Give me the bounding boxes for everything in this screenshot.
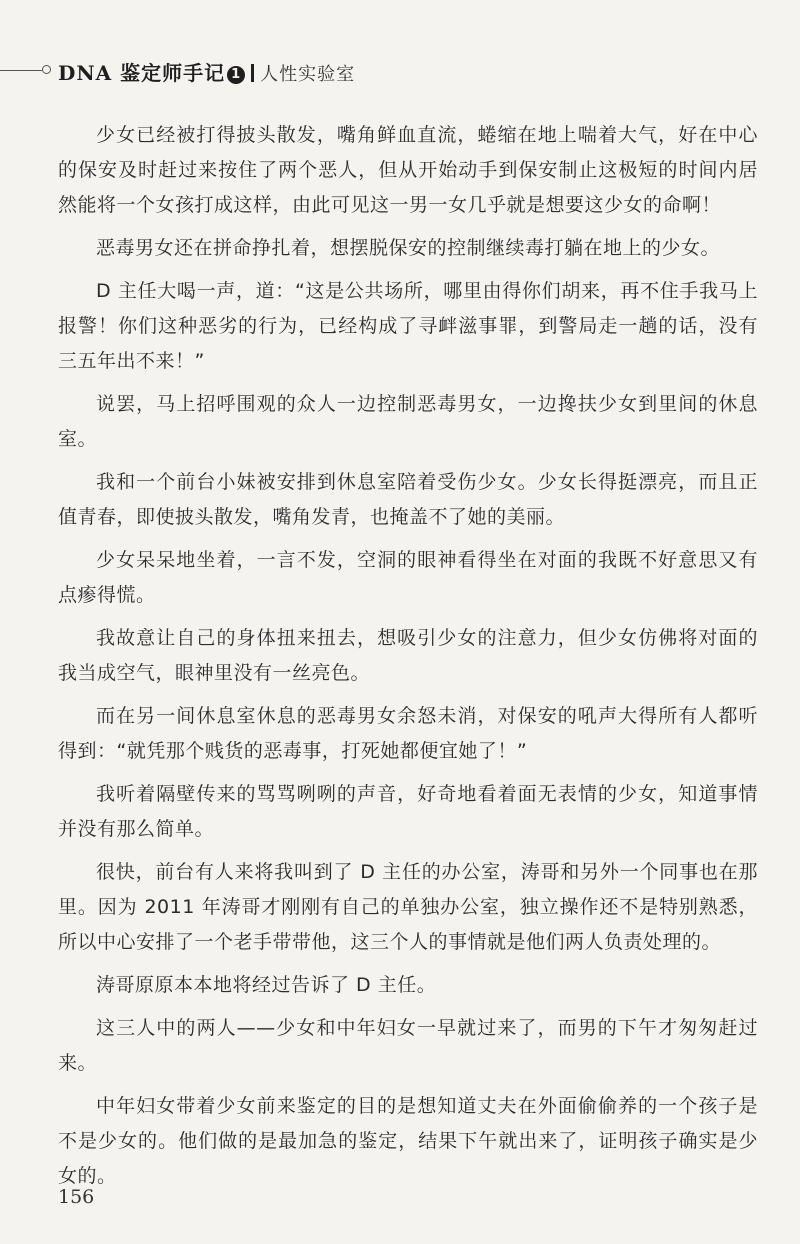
paragraph-10: 很快，前台有人来将我叫到了 D 主任的办公室，涛哥和另外一个同事也在那里。因为 2011 年涛哥才刚刚有自己的单独办公室，独立操作还不是特别熟悉，所以中心安排了一个老手带带他，这三个人的事情就是他们两人负责处理的。 (58, 861, 758, 953)
paragraph-4: 说罢，马上招呼围观的众人一边控制恶毒男女，一边搀扶少女到里间的休息室。 (58, 393, 758, 450)
paragraph-9: 我听着隔壁传来的骂骂咧咧的声音，好奇地看着面无表情的少女，知道事情并没有那么简单。 (58, 783, 758, 840)
volume-badge: 1 (227, 66, 245, 84)
paragraph-13: 中年妇女带着少女前来鉴定的目的是想知道丈夫在外面偷偷养的一个孩子是不是少女的。他们做的是最加急的鉴定，结果下午就出来了，证明孩子确实是少女的。 (58, 1095, 758, 1187)
header-rule (0, 70, 42, 71)
paragraph-2: 恶毒男女还在拼命挣扎着，想摆脱保安的控制继续毒打躺在地上的少女。 (96, 237, 721, 259)
page-number: 156 (58, 1186, 95, 1208)
paragraph-6: 少女呆呆地坐着，一言不发，空洞的眼神看得坐在对面的我既不好意思又有点瘆得慌。 (58, 549, 758, 606)
paragraph-5: 我和一个前台小妹被安排到休息室陪着受伤少女。少女长得挺漂亮，而且正值青春，即使披头散发，嘴角发青，也掩盖不了她的美丽。 (58, 471, 758, 528)
header-circle-icon (42, 65, 51, 74)
running-header (0, 55, 800, 85)
paragraph-3: D 主任大喝一声，道：“这是公共场所，哪里由得你们胡来，再不住手我马上报警！你们这种恶劣的行为，已经构成了寻衅滋事罪，到警局走一趟的话，没有三五年出不来！” (58, 280, 758, 372)
body-text (58, 118, 758, 1202)
header-title-block (58, 57, 355, 86)
paragraph-8: 而在另一间休息室休息的恶毒男女余怒未消，对保安的吼声大得所有人都听得到：“就凭那个贱货的恶毒事，打死她都便宜她了！” (58, 705, 758, 762)
paragraph-1: 少女已经被打得披头散发，嘴角鲜血直流，蜷缩在地上喘着大气，好在中心的保安及时赶过来按住了两个恶人，但从开始动手到保安制止这极短的时间内居然能将一个女孩打成这样，由此可见这一男一女几乎就是想要这少女的命啊！ (58, 124, 758, 216)
paragraph-7: 我故意让自己的身体扭来扭去，想吸引少女的注意力，但少女仿佛将对面的我当成空气，眼神里没有一丝亮色。 (58, 627, 758, 684)
header-separator (251, 64, 254, 82)
book-subtitle: 人性实验室 (260, 64, 356, 85)
paragraph-12: 这三人中的两人——少女和中年妇女一早就过来了，而男的下午才匆匆赶过来。 (58, 1017, 758, 1074)
paragraph-11: 涛哥原原本本地将经过告诉了 D 主任。 (96, 974, 437, 996)
book-title: DNA 鉴定师手记 (58, 61, 226, 85)
